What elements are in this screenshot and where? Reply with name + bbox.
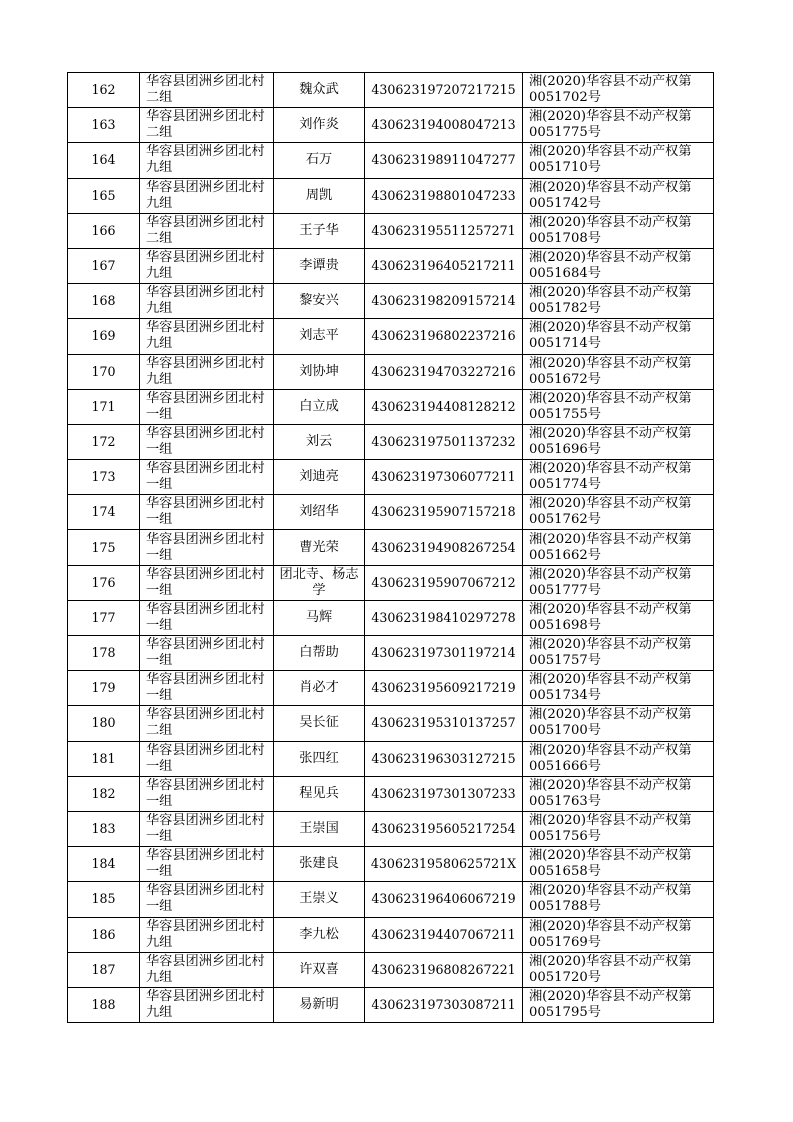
owner-name-cell: 白帮助 <box>274 636 365 671</box>
row-number: 163 <box>68 108 140 143</box>
certificate-number-cell: 湘(2020)华容县不动产权第0051795号 <box>523 987 714 1022</box>
certificate-number-cell: 湘(2020)华容县不动产权第0051757号 <box>523 636 714 671</box>
location-cell: 华容县团洲乡团北村一组 <box>140 495 274 530</box>
location-cell: 华容县团洲乡团北村九组 <box>140 952 274 987</box>
certificate-number-cell: 湘(2020)华容县不动产权第0051762号 <box>523 495 714 530</box>
certificate-number-cell: 湘(2020)华容县不动产权第0051672号 <box>523 354 714 389</box>
table-row <box>68 917 714 952</box>
certificate-number-cell: 湘(2020)华容县不动产权第0051666号 <box>523 741 714 776</box>
id-number-cell: 430623194008047213 <box>365 108 523 143</box>
location-cell: 华容县团洲乡团北村二组 <box>140 73 274 108</box>
table-row <box>68 987 714 1022</box>
certificate-number-cell: 湘(2020)华容县不动产权第0051775号 <box>523 108 714 143</box>
row-number: 166 <box>68 213 140 248</box>
location-cell: 华容县团洲乡团北村一组 <box>140 389 274 424</box>
owner-name-cell: 魏众武 <box>274 73 365 108</box>
location-cell: 华容县团洲乡团北村一组 <box>140 530 274 565</box>
location-cell: 华容县团洲乡团北村九组 <box>140 284 274 319</box>
owner-name-cell: 马辉 <box>274 600 365 635</box>
location-cell: 华容县团洲乡团北村二组 <box>140 213 274 248</box>
id-number-cell: 430623197207217215 <box>365 73 523 108</box>
row-number: 180 <box>68 706 140 741</box>
table-row <box>68 776 714 811</box>
owner-name-cell: 周凯 <box>274 178 365 213</box>
id-number-cell: 430623194908267254 <box>365 530 523 565</box>
location-cell: 华容县团洲乡团北村九组 <box>140 178 274 213</box>
table-row <box>68 530 714 565</box>
id-number-cell: 43062319580625721X <box>365 847 523 882</box>
table-row <box>68 811 714 846</box>
id-number-cell: 430623198801047233 <box>365 178 523 213</box>
id-number-cell: 430623195511257271 <box>365 213 523 248</box>
certificate-number-cell: 湘(2020)华容县不动产权第0051700号 <box>523 706 714 741</box>
certificate-number-cell: 湘(2020)华容县不动产权第0051710号 <box>523 143 714 178</box>
row-number: 167 <box>68 248 140 283</box>
row-number: 162 <box>68 73 140 108</box>
location-cell: 华容县团洲乡团北村一组 <box>140 565 274 600</box>
row-number: 175 <box>68 530 140 565</box>
row-number: 176 <box>68 565 140 600</box>
owner-name-cell: 曹光荣 <box>274 530 365 565</box>
owner-name-cell: 刘迪亮 <box>274 460 365 495</box>
location-cell: 华容县团洲乡团北村一组 <box>140 882 274 917</box>
location-cell: 华容县团洲乡团北村二组 <box>140 108 274 143</box>
id-number-cell: 430623196405217211 <box>365 248 523 283</box>
row-number: 171 <box>68 389 140 424</box>
row-number: 183 <box>68 811 140 846</box>
certificate-number-cell: 湘(2020)华容县不动产权第0051702号 <box>523 73 714 108</box>
table-row <box>68 108 714 143</box>
table-row <box>68 636 714 671</box>
location-cell: 华容县团洲乡团北村九组 <box>140 248 274 283</box>
location-cell: 华容县团洲乡团北村一组 <box>140 847 274 882</box>
row-number: 185 <box>68 882 140 917</box>
location-cell: 华容县团洲乡团北村九组 <box>140 987 274 1022</box>
row-number: 165 <box>68 178 140 213</box>
certificate-number-cell: 湘(2020)华容县不动产权第0051708号 <box>523 213 714 248</box>
row-number: 169 <box>68 319 140 354</box>
id-number-cell: 430623194408128212 <box>365 389 523 424</box>
certificate-number-cell: 湘(2020)华容县不动产权第0051720号 <box>523 952 714 987</box>
certificate-number-cell: 湘(2020)华容县不动产权第0051714号 <box>523 319 714 354</box>
location-cell: 华容县团洲乡团北村一组 <box>140 741 274 776</box>
row-number: 187 <box>68 952 140 987</box>
certificate-number-cell: 湘(2020)华容县不动产权第0051696号 <box>523 424 714 459</box>
id-number-cell: 430623196808267221 <box>365 952 523 987</box>
id-number-cell: 430623195310137257 <box>365 706 523 741</box>
table-row <box>68 706 714 741</box>
certificate-number-cell: 湘(2020)华容县不动产权第0051755号 <box>523 389 714 424</box>
table-row <box>68 143 714 178</box>
id-number-cell: 430623197301197214 <box>365 636 523 671</box>
id-number-cell: 430623194703227216 <box>365 354 523 389</box>
owner-name-cell: 李谭贵 <box>274 248 365 283</box>
certificate-number-cell: 湘(2020)华容县不动产权第0051698号 <box>523 600 714 635</box>
owner-name-cell: 张四红 <box>274 741 365 776</box>
certificate-number-cell: 湘(2020)华容县不动产权第0051769号 <box>523 917 714 952</box>
table-row <box>68 178 714 213</box>
location-cell: 华容县团洲乡团北村一组 <box>140 776 274 811</box>
id-number-cell: 430623197501137232 <box>365 424 523 459</box>
row-number: 174 <box>68 495 140 530</box>
id-number-cell: 430623195609217219 <box>365 671 523 706</box>
owner-name-cell: 肖必才 <box>274 671 365 706</box>
id-number-cell: 430623195907157218 <box>365 495 523 530</box>
table-row <box>68 882 714 917</box>
owner-name-cell: 程见兵 <box>274 776 365 811</box>
table-row <box>68 460 714 495</box>
table-row <box>68 495 714 530</box>
row-number: 188 <box>68 987 140 1022</box>
id-number-cell: 430623197301307233 <box>365 776 523 811</box>
location-cell: 华容县团洲乡团北村一组 <box>140 811 274 846</box>
records-table-body <box>68 73 714 1023</box>
row-number: 178 <box>68 636 140 671</box>
owner-name-cell: 刘云 <box>274 424 365 459</box>
id-number-cell: 430623194407067211 <box>365 917 523 952</box>
id-number-cell: 430623198911047277 <box>365 143 523 178</box>
id-number-cell: 430623195907067212 <box>365 565 523 600</box>
certificate-number-cell: 湘(2020)华容县不动产权第0051756号 <box>523 811 714 846</box>
owner-name-cell: 王崇国 <box>274 811 365 846</box>
id-number-cell: 430623195605217254 <box>365 811 523 846</box>
location-cell: 华容县团洲乡团北村九组 <box>140 354 274 389</box>
certificate-number-cell: 湘(2020)华容县不动产权第0051782号 <box>523 284 714 319</box>
table-row <box>68 319 714 354</box>
table-row <box>68 73 714 108</box>
certificate-number-cell: 湘(2020)华容县不动产权第0051662号 <box>523 530 714 565</box>
row-number: 164 <box>68 143 140 178</box>
certificate-number-cell: 湘(2020)华容县不动产权第0051734号 <box>523 671 714 706</box>
id-number-cell: 430623196303127215 <box>365 741 523 776</box>
row-number: 177 <box>68 600 140 635</box>
location-cell: 华容县团洲乡团北村一组 <box>140 636 274 671</box>
id-number-cell: 430623198410297278 <box>365 600 523 635</box>
certificate-number-cell: 湘(2020)华容县不动产权第0051774号 <box>523 460 714 495</box>
location-cell: 华容县团洲乡团北村九组 <box>140 143 274 178</box>
table-row <box>68 213 714 248</box>
row-number: 172 <box>68 424 140 459</box>
table-row <box>68 248 714 283</box>
owner-name-cell: 刘协坤 <box>274 354 365 389</box>
row-number: 179 <box>68 671 140 706</box>
owner-name-cell: 白立成 <box>274 389 365 424</box>
certificate-number-cell: 湘(2020)华容县不动产权第0051684号 <box>523 248 714 283</box>
table-row <box>68 847 714 882</box>
id-number-cell: 430623198209157214 <box>365 284 523 319</box>
id-number-cell: 430623196802237216 <box>365 319 523 354</box>
table-row <box>68 952 714 987</box>
owner-name-cell: 石万 <box>274 143 365 178</box>
table-row <box>68 354 714 389</box>
owner-name-cell: 黎安兴 <box>274 284 365 319</box>
owner-name-cell: 易新明 <box>274 987 365 1022</box>
row-number: 184 <box>68 847 140 882</box>
owner-name-cell: 李九松 <box>274 917 365 952</box>
row-number: 186 <box>68 917 140 952</box>
location-cell: 华容县团洲乡团北村九组 <box>140 319 274 354</box>
owner-name-cell: 刘作炎 <box>274 108 365 143</box>
owner-name-cell: 王崇义 <box>274 882 365 917</box>
id-number-cell: 430623196406067219 <box>365 882 523 917</box>
id-number-cell: 430623197303087211 <box>365 987 523 1022</box>
location-cell: 华容县团洲乡团北村二组 <box>140 706 274 741</box>
location-cell: 华容县团洲乡团北村九组 <box>140 917 274 952</box>
certificate-number-cell: 湘(2020)华容县不动产权第0051658号 <box>523 847 714 882</box>
table-row <box>68 284 714 319</box>
records-table <box>67 72 714 1023</box>
table-row <box>68 600 714 635</box>
location-cell: 华容县团洲乡团北村一组 <box>140 600 274 635</box>
id-number-cell: 430623197306077211 <box>365 460 523 495</box>
owner-name-cell: 刘志平 <box>274 319 365 354</box>
certificate-number-cell: 湘(2020)华容县不动产权第0051777号 <box>523 565 714 600</box>
row-number: 170 <box>68 354 140 389</box>
location-cell: 华容县团洲乡团北村一组 <box>140 671 274 706</box>
owner-name-cell: 张建良 <box>274 847 365 882</box>
owner-name-cell: 吴长征 <box>274 706 365 741</box>
owner-name-cell: 刘绍华 <box>274 495 365 530</box>
owner-name-cell: 团北寺、杨志学 <box>274 565 365 600</box>
table-row <box>68 741 714 776</box>
table-row <box>68 671 714 706</box>
owner-name-cell: 王子华 <box>274 213 365 248</box>
row-number: 173 <box>68 460 140 495</box>
certificate-number-cell: 湘(2020)华容县不动产权第0051788号 <box>523 882 714 917</box>
owner-name-cell: 许双喜 <box>274 952 365 987</box>
row-number: 168 <box>68 284 140 319</box>
row-number: 182 <box>68 776 140 811</box>
certificate-number-cell: 湘(2020)华容县不动产权第0051763号 <box>523 776 714 811</box>
location-cell: 华容县团洲乡团北村一组 <box>140 460 274 495</box>
table-row <box>68 424 714 459</box>
table-row <box>68 565 714 600</box>
row-number: 181 <box>68 741 140 776</box>
table-row <box>68 389 714 424</box>
certificate-number-cell: 湘(2020)华容县不动产权第0051742号 <box>523 178 714 213</box>
location-cell: 华容县团洲乡团北村一组 <box>140 424 274 459</box>
